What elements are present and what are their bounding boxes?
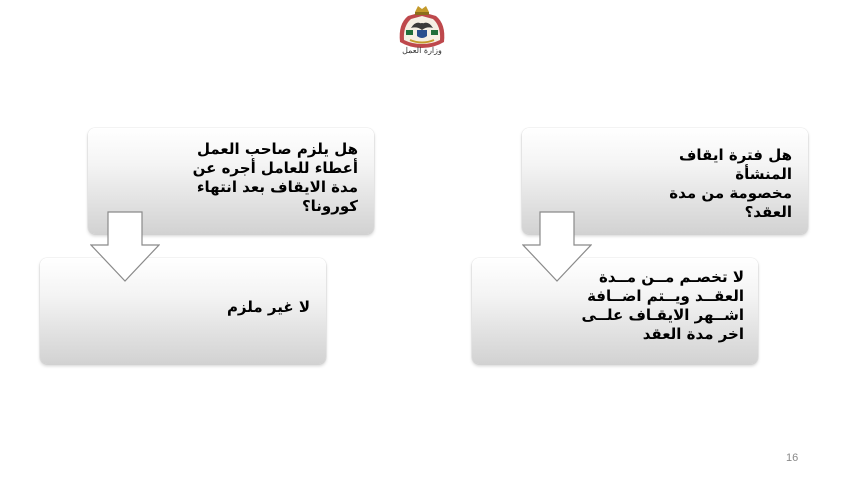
question-text-left: هل يلزم صاحب العمل أعطاء للعامل أجره عن مدة الايقاف بعد انتهاء كورونا؟: [192, 140, 358, 215]
answer-text-left: لا غير ملزم: [226, 298, 310, 316]
question-text-right: هل فترة ايقاف المنشأة مخصومة من مدة العقد؟: [669, 146, 792, 221]
ministry-name: وزارة العمل: [402, 46, 442, 55]
answer-text-right: لا تخصـم مــن مــدة العقــد ويــتم اضــافة اشــهر الايقـاف علــى اخر مدة العقد: [581, 268, 744, 343]
answer-box-left: [40, 258, 326, 364]
arrow-down-icon: [90, 211, 160, 283]
answer-box-right: [472, 258, 758, 364]
arrow-down-icon: [522, 211, 592, 283]
page-number: 16: [786, 452, 799, 464]
